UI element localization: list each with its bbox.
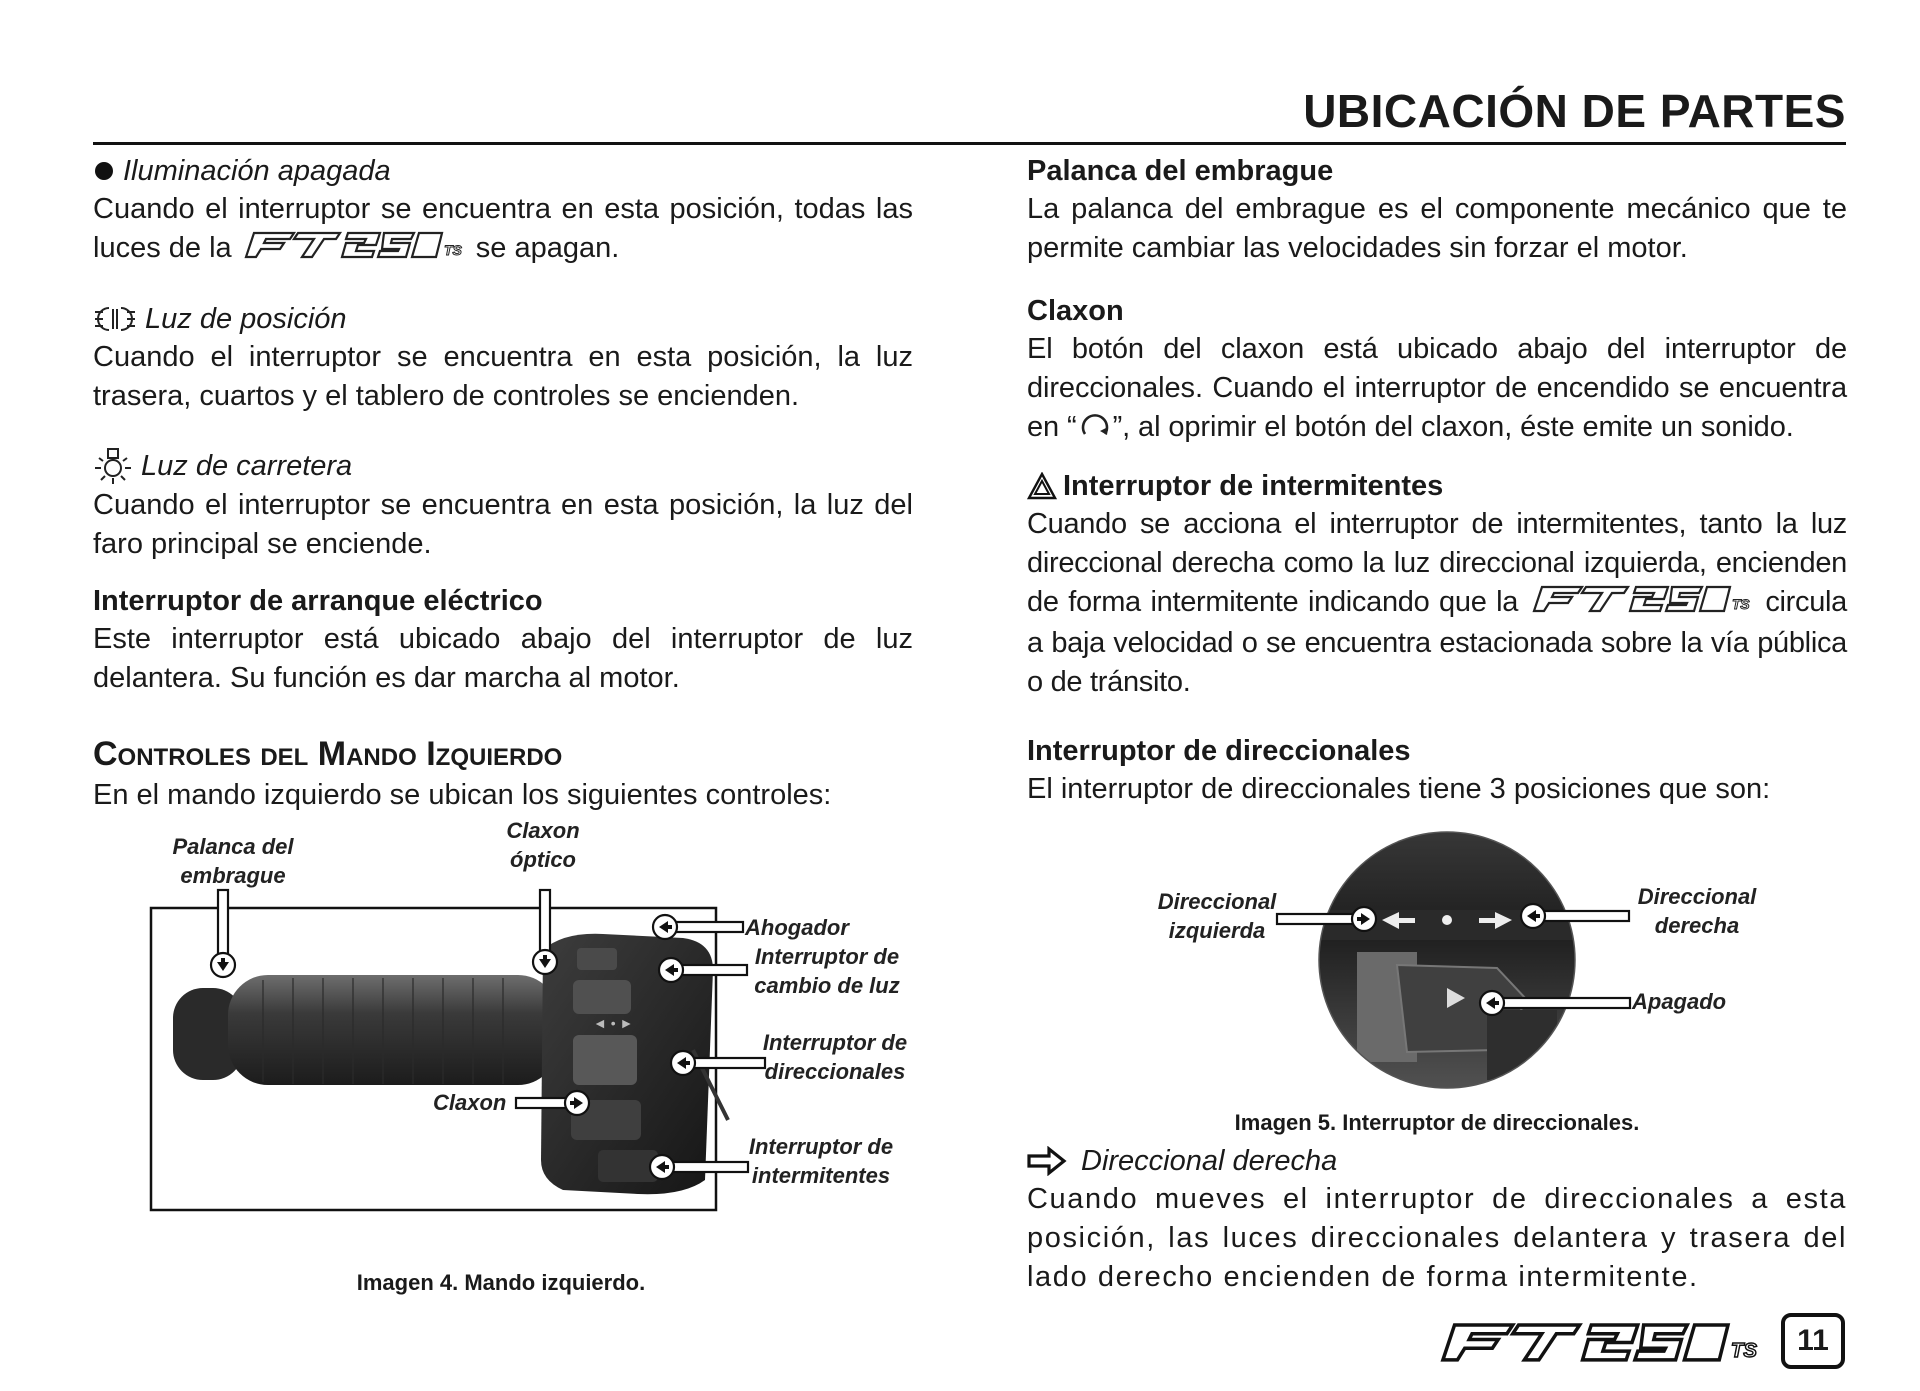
- position-light-section: [93, 300, 913, 416]
- right-turn-title: Direccional derecha: [1081, 1145, 1338, 1177]
- position-light-icon: [93, 304, 137, 334]
- hazard-text-end: circula a baja velocidad o se encuentra estacionada sobre la vía pública o de tránsito.: [1027, 586, 1848, 698]
- lights-off-section: [93, 152, 913, 270]
- section-title: Controles del Mando Izquierdo: [93, 735, 563, 773]
- horn-text-end: ”, al oprimir el botón del claxon, éste emite un sonido.: [1112, 411, 1794, 444]
- turn-section: [1027, 732, 1847, 809]
- horn-section: [1027, 292, 1847, 449]
- choke-callout: Ahogador: [745, 915, 849, 940]
- right-turn-text: Cuando mueves el interruptor de direccionales a esta posición, las luces direccionales delantera y trasera del lado derecho encienden de forma intermitente.: [1027, 1183, 1847, 1293]
- high-beam-section: [93, 446, 913, 564]
- filled-circle-icon: [93, 160, 115, 182]
- right-arrow-icon: [1027, 1146, 1067, 1176]
- lights-off-text-end: se apagan.: [475, 232, 620, 265]
- turn-switch-figure: [1027, 820, 1847, 1140]
- hazard-switch-callout: Interruptor de intermitentes: [748, 1134, 894, 1188]
- hazard-text: Cuando se acciona el interruptor de intermitentes, tanto la luz direccional derecha como la luz direccional izquierda, encienden de forma intermitente indicando que la: [1027, 508, 1847, 619]
- page-number: 11: [1781, 1313, 1845, 1369]
- position-light-title: Luz de posición: [145, 303, 347, 335]
- figure-5-caption: Imagen 5. Interruptor de direccionales.: [1234, 1110, 1640, 1135]
- right-turn-section: [1027, 1142, 1847, 1297]
- high-beam-title: Luz de carretera: [141, 450, 353, 482]
- horn-title: Claxon: [1027, 295, 1124, 327]
- clutch-section: [1027, 152, 1847, 268]
- off-callout: Apagado: [1632, 989, 1727, 1014]
- lights-off-text: Cuando el interruptor se encuentra en esta posición, todas las luces de la: [93, 193, 913, 265]
- page-title: UBICACIÓN DE PARTES: [1303, 85, 1846, 137]
- section-text: En el mando izquierdo se ubican los siguientes controles:: [93, 779, 832, 811]
- svg-text:TS: TS: [443, 242, 462, 258]
- clutch-text: La palanca del embrague es el componente mecánico que te permite cambiar las velocidades sin forzar el motor.: [1027, 193, 1847, 264]
- hazard-triangle-icon: [1027, 472, 1057, 500]
- starter-text: Este interruptor está ubicado abajo del interruptor de luz delantera. Su función es dar marcha al motor.: [93, 623, 913, 694]
- hazard-title: Interruptor de intermitentes: [1063, 470, 1444, 502]
- starter-title: Interruptor de arranque eléctrico: [93, 585, 543, 617]
- right-column: [1027, 152, 1847, 827]
- optical-horn-callout: Claxon óptico: [506, 818, 580, 872]
- high-beam-icon: [93, 446, 133, 486]
- header-rule: [93, 142, 1846, 145]
- left-column: [93, 152, 913, 815]
- position-light-text: Cuando el interruptor se encuentra en esta posición, la luz trasera, cuartos y el tablero de controles se encienden.: [93, 341, 913, 412]
- clutch-title: Palanca del embrague: [1027, 155, 1334, 187]
- ft250ts-logo-icon: [244, 229, 464, 270]
- ft250ts-footer-logo-icon: [1440, 1313, 1760, 1374]
- left-turn-callout: Direccional izquierda: [1157, 889, 1277, 943]
- right-turn-callout: Direccional derecha: [1637, 884, 1757, 938]
- turn-switch-callout: Interruptor de direccionales: [762, 1030, 908, 1084]
- svg-text:◄ • ►: ◄ • ►: [593, 1015, 634, 1031]
- starter-section: [93, 582, 913, 698]
- figure-4-caption: Imagen 4. Mando izquierdo.: [356, 1270, 646, 1295]
- high-beam-text: Cuando el interruptor se encuentra en esta posición, la luz del faro principal se enciende.: [93, 489, 913, 560]
- left-handlebar-figure: [93, 820, 923, 1300]
- callout-arrows: [217, 921, 690, 1173]
- ft250ts-logo-icon: [1532, 583, 1752, 624]
- turn-switch-image: [1027, 820, 1847, 1100]
- clutch-lever-callout: Palanca del embrague: [172, 834, 294, 888]
- horn-callout: Claxon: [433, 1090, 507, 1115]
- svg-text:TS: TS: [1731, 596, 1749, 612]
- turn-text: El interruptor de direccionales tiene 3 posiciones que son:: [1027, 773, 1771, 805]
- hazard-section: [1027, 467, 1847, 702]
- beam-switch-callout: Interruptor de cambio de luz: [754, 944, 900, 998]
- svg-text:TS: TS: [1730, 1340, 1757, 1362]
- lights-off-title: Iluminación apagada: [123, 155, 391, 187]
- ignition-on-icon: [1077, 408, 1113, 449]
- horn-text: El botón del claxon está ubicado abajo del interruptor de direccionales. Cuando el interruptor de encendido se encuentra en “: [1027, 333, 1847, 444]
- turn-title: Interruptor de direccionales: [1027, 735, 1411, 767]
